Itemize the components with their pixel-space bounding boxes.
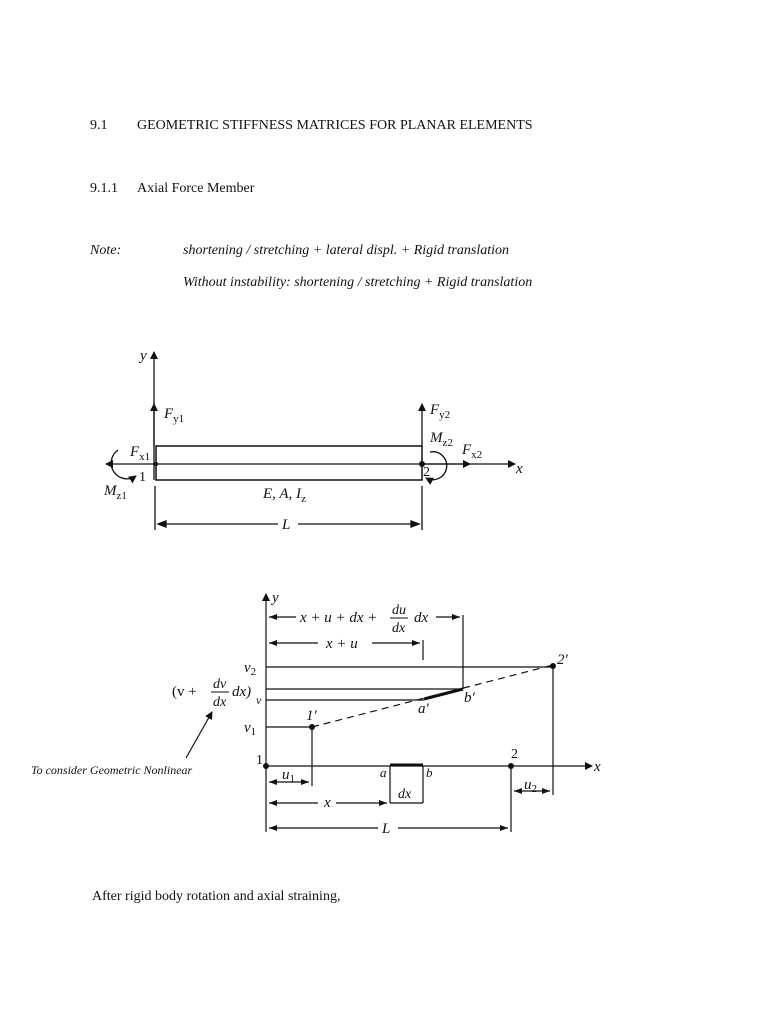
fig1-x-axis-label: x [516,461,523,477]
fig2-y-axis-label: y [272,590,279,606]
geometric-nonlinear-annotation: To consider Geometric Nonlinear [31,763,193,777]
note-line-1: shortening / stretching + lateral displ. + Rigid translation [183,243,509,258]
fig2-expr-den: dx [213,695,227,710]
fig2-v1-label: $v_1$ [244,720,257,738]
fig2-node-2-prime: 2′ [557,652,568,668]
fig2-b-label: b [426,765,433,780]
fig2-length-label: L [382,821,391,837]
fig2-dx-label: dx [398,787,412,802]
fig1-fx1-label: $F_{x1}$ [130,444,151,463]
section-number: 9.1 [90,118,108,133]
section-title: GEOMETRIC STIFFNESS MATRICES FOR PLANAR ELEMENTS [137,118,533,133]
fig2-a-label: a [380,765,387,780]
fig2-node-2: 2 [511,747,518,762]
fig2-expr-a: (v + [172,684,197,700]
fig2-u2-label: $u_2$ [524,777,537,795]
fig2-b-prime: b′ [464,690,475,706]
fig1-node-1: 1 [139,470,146,485]
fig2-dim-top-a: x + u + dx + [300,610,378,626]
fig1-fx2-label: $F_{x2}$ [462,442,483,461]
fig1-mz2-label: $M_{z2}$ [430,430,453,449]
footer-text: After rigid body rotation and axial straining, [92,889,341,904]
fig2-node-1: 1 [256,753,263,768]
fig2-dim-xu: x + u [326,636,358,652]
fig1-fy1-label: $F_{y1}$ [164,406,185,425]
fig2-v2-label: $v_2$ [244,660,257,678]
fig2-dim-top-den: dx [392,621,406,636]
fig1-length-label: L [282,517,291,533]
fig2-x-axis-label: x [594,759,601,775]
fig2-expr-b: dx) [232,684,252,700]
fig2-dim-top-b: dx [414,610,429,626]
fig2-node-1-prime: 1′ [306,708,317,724]
fig2-dim-top-num: du [392,603,406,618]
fig1-fy2-label: $F_{y2}$ [430,402,451,421]
subsection-title: Axial Force Member [137,181,255,196]
fig2-a-prime: a′ [418,701,429,717]
fig2-expr-num: dv [213,677,227,692]
fig2-u1-label: $u_1$ [282,767,295,785]
fig1-node-2: 2 [423,465,430,480]
note-label: Note: [90,243,122,258]
fig1-mz1-label: $M_{z1}$ [104,483,127,502]
note-line-2: Without instability: shortening / stretching + Rigid translation [183,275,533,290]
fig2-v-label: v [256,693,262,707]
fig1-properties-label: E, A, $I_z$ [263,486,306,505]
fig2-x-dim-label: x [324,795,331,811]
subsection-number: 9.1.1 [90,181,118,196]
fig1-y-axis-label: y [140,348,147,364]
